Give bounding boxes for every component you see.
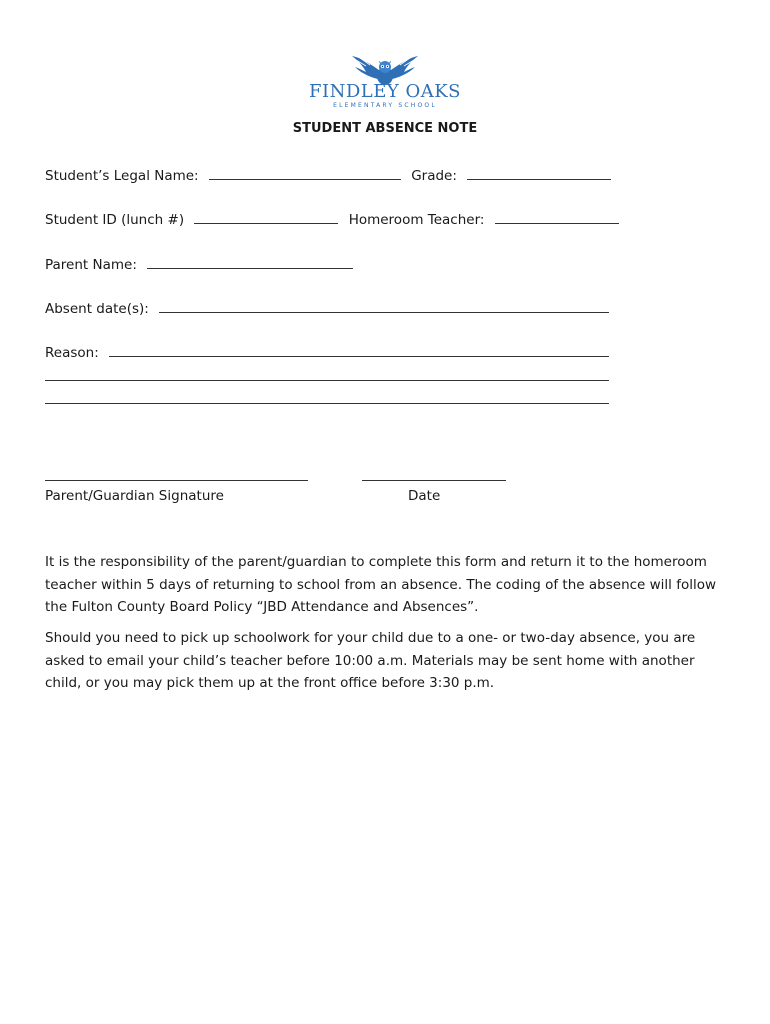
legal-name-row	[45, 166, 611, 185]
reason-line-2[interactable]	[45, 380, 609, 381]
homeroom-teacher-label: Homeroom Teacher:	[348, 212, 485, 228]
student-id-row	[45, 210, 619, 229]
homeroom-teacher-field[interactable]	[495, 210, 619, 224]
grade-field[interactable]	[467, 166, 611, 180]
date-line[interactable]	[362, 480, 506, 481]
grade-label: Grade:	[411, 168, 457, 184]
student-id-field[interactable]	[194, 210, 338, 224]
instructions-paragraph-2: Should you need to pick up schoolwork for your child due to a one- or two-day absence, you are asked to email your child’s teacher before 10:00 a.m. Materials may be sent home with another child, or you may pick them up at the front office before 3:30 p.m.	[45, 630, 696, 691]
reason-line-3[interactable]	[45, 403, 609, 404]
legal-name-label: Student’s Legal Name:	[45, 168, 199, 184]
legal-name-field[interactable]	[209, 166, 401, 180]
logo-subtitle: ELEMENTARY SCHOOL	[333, 102, 437, 109]
absent-dates-label: Absent date(s):	[45, 301, 149, 317]
absent-dates-row	[45, 299, 609, 318]
school-logo	[300, 52, 470, 112]
parent-name-field[interactable]	[147, 255, 353, 269]
date-label: Date	[408, 488, 441, 504]
page-title: STUDENT ABSENCE NOTE	[292, 121, 478, 136]
parent-name-label: Parent Name:	[45, 257, 137, 273]
student-id-label: Student ID (lunch #)	[45, 212, 185, 228]
logo-name: FINDLEY OAKS	[308, 81, 461, 102]
parent-name-row	[45, 255, 353, 274]
reason-row	[45, 343, 609, 362]
signature-line[interactable]	[45, 480, 308, 481]
signature-label: Parent/Guardian Signature	[45, 488, 224, 504]
instructions-paragraph-1: It is the responsibility of the parent/guardian to complete this form and return it to the homeroom teacher within 5 days of returning to school from an absence. The coding of the absence will follow the Fulton County Board Policy “JBD Attendance and Absences”.	[45, 554, 717, 615]
absent-dates-field[interactable]	[159, 299, 609, 313]
reason-field[interactable]	[109, 343, 609, 357]
reason-label: Reason:	[45, 345, 99, 361]
